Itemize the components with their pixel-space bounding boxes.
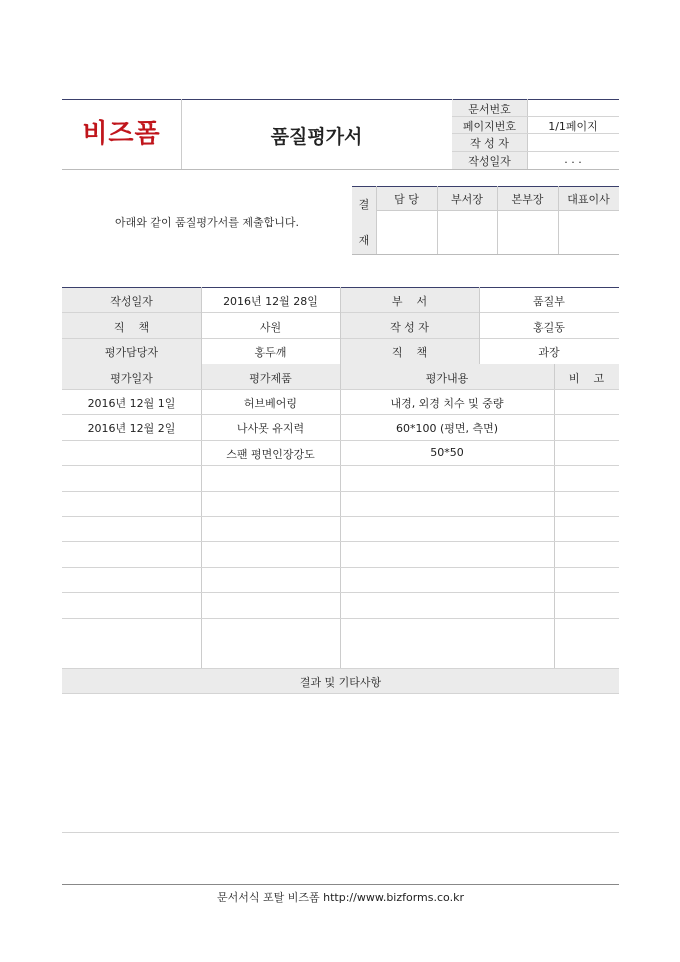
table-row: [62, 491, 619, 516]
table-row: [62, 440, 619, 465]
info-date-value: 2016년 12월 28일: [223, 295, 318, 308]
approval-bottom-rule: [352, 254, 619, 255]
info-position-value: 사원: [259, 321, 282, 334]
approval-col-dept-head: 부서장: [451, 193, 483, 206]
approval-side-label: 재: [358, 234, 370, 247]
table-row: [62, 389, 619, 414]
page-title: 품질평가서: [270, 126, 363, 148]
date-value: . . .: [564, 153, 582, 166]
info-evaluator-value: 홍두깨: [254, 346, 287, 359]
footer-rule: [62, 884, 619, 885]
eval-cell-content: 60*100 (평면, 측면): [395, 422, 499, 436]
eval-header-content: 평가내용: [425, 372, 469, 385]
info-position-label: 직 책: [113, 321, 150, 334]
table-row: [62, 465, 619, 490]
intro-text: 아래와 같이 품질평가서를 제출합니다.: [114, 216, 299, 229]
footer-text: 문서서식 포탈 비즈폼 http://www.bizforms.co.kr: [217, 891, 464, 904]
table-row: [62, 567, 619, 592]
page-number-value: 1/1페이지: [548, 120, 598, 133]
eval-cell-date: 2016년 12월 2일: [87, 422, 176, 436]
info-grid: [62, 287, 619, 364]
eval-header-note: 비 고: [568, 372, 605, 385]
info-dept-value: 품질부: [533, 295, 565, 308]
eval-cell-content: 50*50: [430, 445, 464, 459]
eval-header-date: 평가일자: [110, 372, 153, 385]
info-evaluator-label: 평가담당자: [104, 346, 159, 359]
approval-col-division-head: 본부장: [511, 193, 544, 206]
info-date-label: 작성일자: [110, 295, 153, 308]
approval-col-staff: 담 당: [394, 193, 419, 206]
table-row: [62, 541, 619, 566]
info-position2-value: 과장: [538, 346, 560, 359]
author-label: 작 성 자: [470, 137, 509, 150]
approval-side-label: 결: [358, 198, 370, 211]
eval-header-product: 평가제품: [249, 372, 292, 385]
table-row: [62, 414, 619, 439]
table-row: [62, 516, 619, 541]
approval-box: [352, 186, 619, 254]
result-bottom-rule: [62, 832, 619, 833]
result-top-rule: [62, 668, 619, 669]
header-top-rule: [62, 99, 619, 100]
table-row: [62, 592, 619, 617]
approval-col-ceo: 대표이사: [567, 193, 610, 206]
meta-row-line: [452, 151, 619, 152]
info-author-value: 홍길동: [533, 321, 565, 334]
date-label: 작성일자: [468, 155, 511, 168]
eval-cell-product: 허브베어링: [243, 397, 298, 410]
eval-cell-content: 내경, 외경 치수 및 중량: [390, 397, 504, 410]
page-number-label: 페이지번호: [462, 120, 517, 133]
eval-cell-date: 2016년 12월 1일: [87, 397, 176, 410]
result-label: 결과 및 기타사항: [299, 676, 382, 689]
eval-cell-product: 스팬 평면인장강도: [226, 447, 315, 461]
logo: 비즈폼: [82, 119, 161, 149]
result-content-area[interactable]: [62, 694, 619, 832]
info-dept-label: 부 서: [391, 295, 428, 308]
header-bottom-rule: [62, 169, 619, 170]
eval-cell-product: 나사못 유지력: [236, 422, 305, 436]
info-position2-label: 직 책: [391, 346, 428, 359]
table-row: [62, 618, 619, 643]
eval-table: [62, 364, 619, 668]
doc-number-label: 문서번호: [468, 103, 511, 116]
info-author-label: 작 성 자: [390, 321, 429, 334]
